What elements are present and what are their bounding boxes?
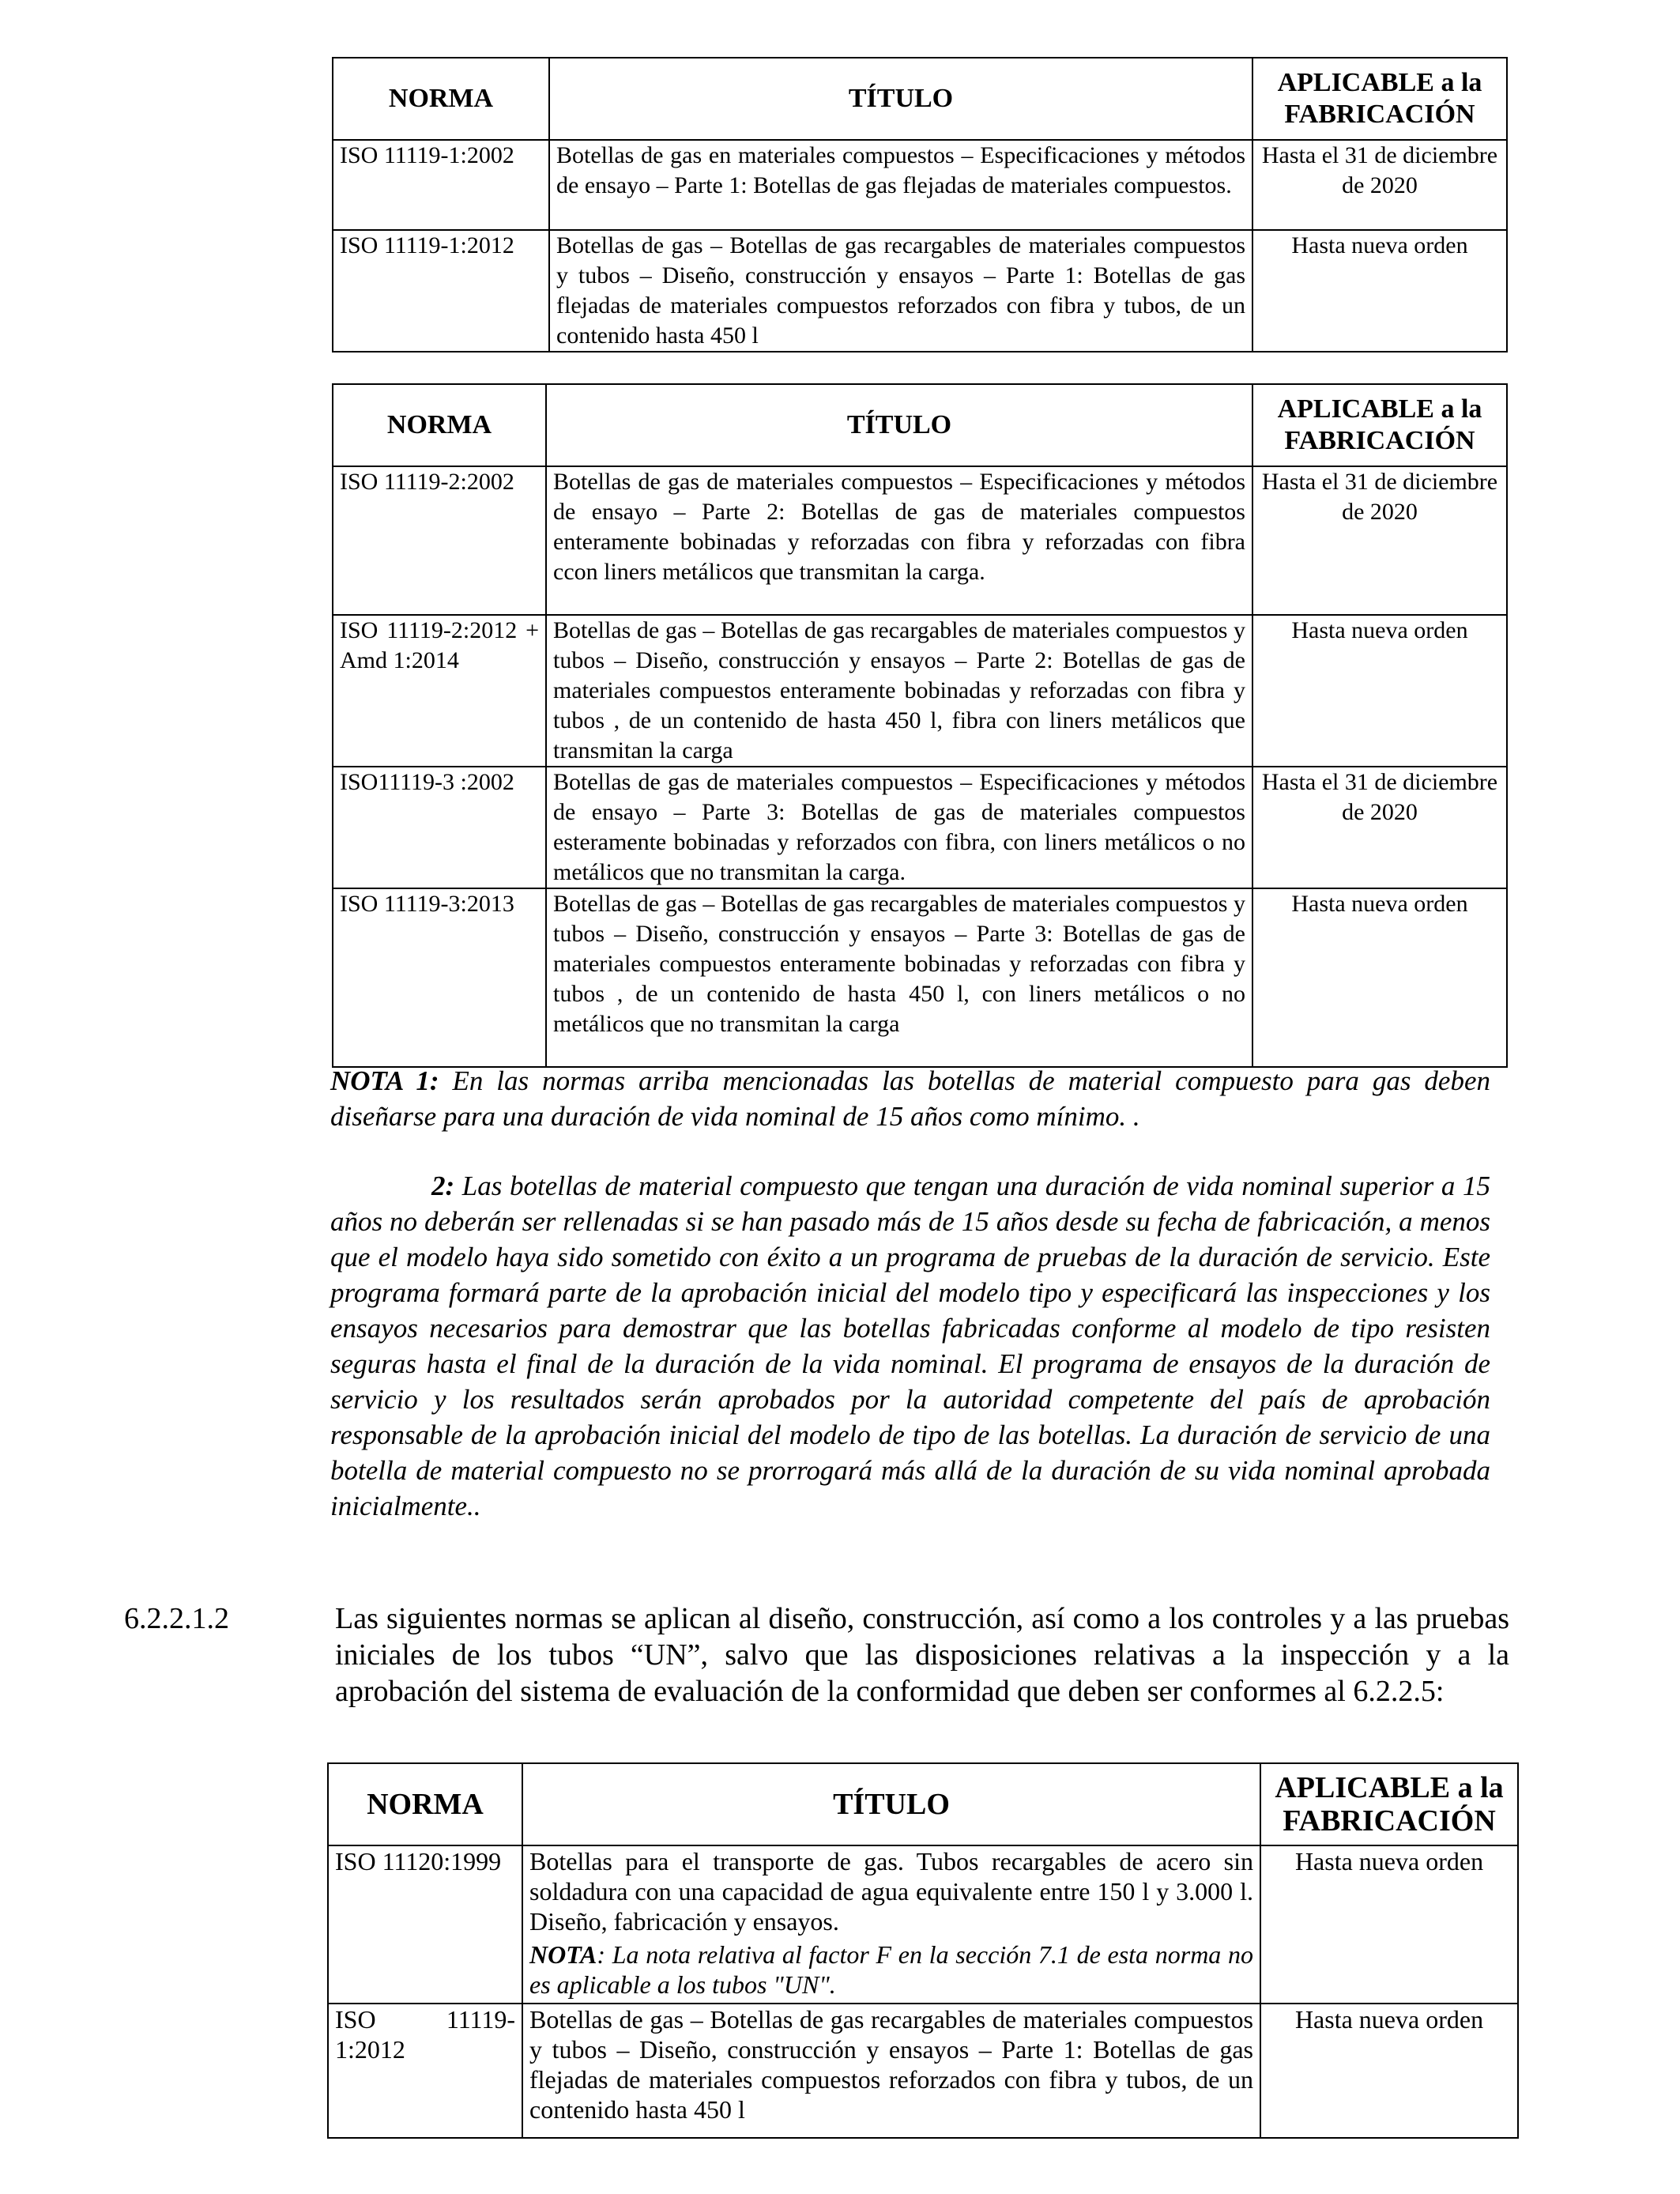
titulo-cell: Botellas de gas en materiales compuestos – Especificaciones y métodos de ensayo – Parte 1: Botellas de gas flejadas de materiales compuestos. (549, 140, 1252, 230)
standards-table-2 (332, 383, 1508, 1068)
standards-table-3 (327, 1762, 1519, 2139)
table-row (333, 767, 1507, 888)
header-norma: NORMA (333, 384, 546, 466)
nota-2 (330, 1168, 1490, 1524)
table-row (333, 230, 1507, 352)
header-aplicable: APLICABLE a la FABRICACIÓN (1252, 58, 1507, 140)
nota-1-text: En las normas arriba mencionadas las botellas de material compuesto para gas deben diseñarse para una duración de vida nominal de 15 años como mínimo. . (330, 1065, 1490, 1132)
nota-2-text: Las botellas de material compuesto que tengan una duración de vida nominal superior a 15 años no deberán ser rellenadas si se han pasado más de 15 años desde su fecha de fabricación, a menos que el modelo haya sido sometido con éxito a un programa de pruebas de la duración de servicio. Este programa formará parte de la aprobación inicial del modelo tipo y especificará las inspecciones y los ensayos necesarios para demostrar que las botellas fabricadas conforme al modelo de tipo resisten seguras hasta el final de la duración de la vida nominal. El programa de ensayos de la duración de servicio y los resultados serán aprobados por la autoridad competente del país de aprobación responsable de la aprobación inicial del modelo de tipo de las botellas. La duración de servicio de una botella de material compuesto no se prorrogará más allá de la duración de su vida nominal aprobada inicialmente.. (330, 1171, 1490, 1521)
norma-cell: ISO 11119-1:2012 (333, 230, 549, 352)
aplicable-cell: Hasta el 31 de diciembre de 2020 (1252, 466, 1507, 615)
nota-1 (330, 1063, 1490, 1134)
titulo-text: Botellas para el transporte de gas. Tubos recargables de acero sin soldadura con una capacidad de agua equivalente entre 150 l y 3.000 l. Diseño, fabricación y ensayos. (529, 1847, 1253, 1936)
header-titulo: TÍTULO (522, 1763, 1260, 1845)
norma-cell: ISO 11119-1:2002 (333, 140, 549, 230)
titulo-cell: Botellas de gas – Botellas de gas recargables de materiales compuestos y tubos – Diseño, construcción y ensayos – Parte 1: Botellas de gas flejadas de materiales compuestos reforzados con fibra y tubos, de un contenido hasta 450 l (522, 2004, 1260, 2138)
header-aplicable: APLICABLE a la FABRICACIÓN (1252, 384, 1507, 466)
titulo-cell: Botellas de gas – Botellas de gas recargables de materiales compuestos y tubos – Diseño, construcción y ensayos – Parte 3: Botellas de gas de materiales compuestos enteramente bobinadas y reforzadas con fibra y tubos , de un contenido de hasta 450 l, con liners metálicos o no metálicos que no transmitan la carga (546, 888, 1252, 1067)
section-text: Las siguientes normas se aplican al diseño, construcción, así como a los controles y a las pruebas iniciales de los tubos “UN”, salvo que las disposiciones relativas a la inspección y a la aprobación del sistema de evaluación de la conformidad que deben ser conformes al 6.2.2.5: (335, 1602, 1509, 1708)
header-norma: NORMA (333, 58, 549, 140)
aplicable-cell: Hasta nueva orden (1252, 230, 1507, 352)
table-note-text: : La nota relativa al factor F en la sección 7.1 de esta norma no es aplicable a los tubos "UN". (529, 1940, 1253, 1999)
aplicable-cell: Hasta nueva orden (1260, 2004, 1518, 2138)
nota-1-label: NOTA 1: (330, 1065, 439, 1096)
table-header-row (333, 384, 1507, 466)
table-row (328, 2004, 1518, 2138)
norma-cell: ISO 11119-2:2012 + Amd 1:2014 (333, 615, 546, 767)
aplicable-cell: Hasta nueva orden (1260, 1845, 1518, 2004)
aplicable-cell: Hasta nueva orden (1252, 615, 1507, 767)
table-row (333, 466, 1507, 615)
header-titulo: TÍTULO (549, 58, 1252, 140)
aplicable-cell: Hasta nueva orden (1252, 888, 1507, 1067)
table-row (333, 888, 1507, 1067)
header-norma: NORMA (328, 1763, 522, 1845)
header-titulo: TÍTULO (546, 384, 1252, 466)
titulo-cell: Botellas de gas de materiales compuestos – Especificaciones y métodos de ensayo – Parte 3: Botellas de gas de materiales compuestos esteramente bobinadas y reforzados con fibra, con liners metálicos o no metálicos que no transmitan la carga. (546, 767, 1252, 888)
table-row (328, 1845, 1518, 2004)
titulo-cell: Botellas de gas – Botellas de gas recargables de materiales compuestos y tubos – Diseño, construcción y ensayos – Parte 2: Botellas de gas de materiales compuestos enteramente bobinadas y reforzadas con fibra y tubos , de un contenido de hasta 450 l, fibra con liners metálicos que transmitan la carga (546, 615, 1252, 767)
titulo-cell: Botellas de gas – Botellas de gas recargables de materiales compuestos y tubos – Diseño, construcción y ensayos – Parte 1: Botellas de gas flejadas de materiales compuestos reforzados con fibra y tubos, de un contenido hasta 450 l (549, 230, 1252, 352)
titulo-cell: Botellas de gas de materiales compuestos – Especificaciones y métodos de ensayo – Parte 2: Botellas de gas de materiales compuestos enteramente bobinadas y reforzadas con fibra y reforzadas con fibra ccon liners metálicos que transmitan la carga. (546, 466, 1252, 615)
table-header-row (328, 1763, 1518, 1845)
table-header-row (333, 58, 1507, 140)
aplicable-cell: Hasta el 31 de diciembre de 2020 (1252, 767, 1507, 888)
section-number: 6.2.2.1.2 (124, 1602, 229, 1635)
table-row (333, 140, 1507, 230)
table-note-label: NOTA (529, 1940, 597, 1969)
titulo-cell (522, 1845, 1260, 2004)
standards-table-1 (332, 57, 1508, 352)
norma-cell: ISO 11120:1999 (328, 1845, 522, 2004)
norma-cell: ISO 11119-3:2013 (333, 888, 546, 1067)
table-note (529, 1940, 1253, 2000)
norma-cell: ISO 11119-1:2012 (328, 2004, 522, 2138)
norma-cell: ISO11119-3 :2002 (333, 767, 546, 888)
header-aplicable: APLICABLE a la FABRICACIÓN (1260, 1763, 1518, 1845)
norma-cell: ISO 11119-2:2002 (333, 466, 546, 615)
aplicable-cell: Hasta el 31 de diciembre de 2020 (1252, 140, 1507, 230)
nota-2-label: 2: (431, 1171, 455, 1201)
table-row (333, 615, 1507, 767)
